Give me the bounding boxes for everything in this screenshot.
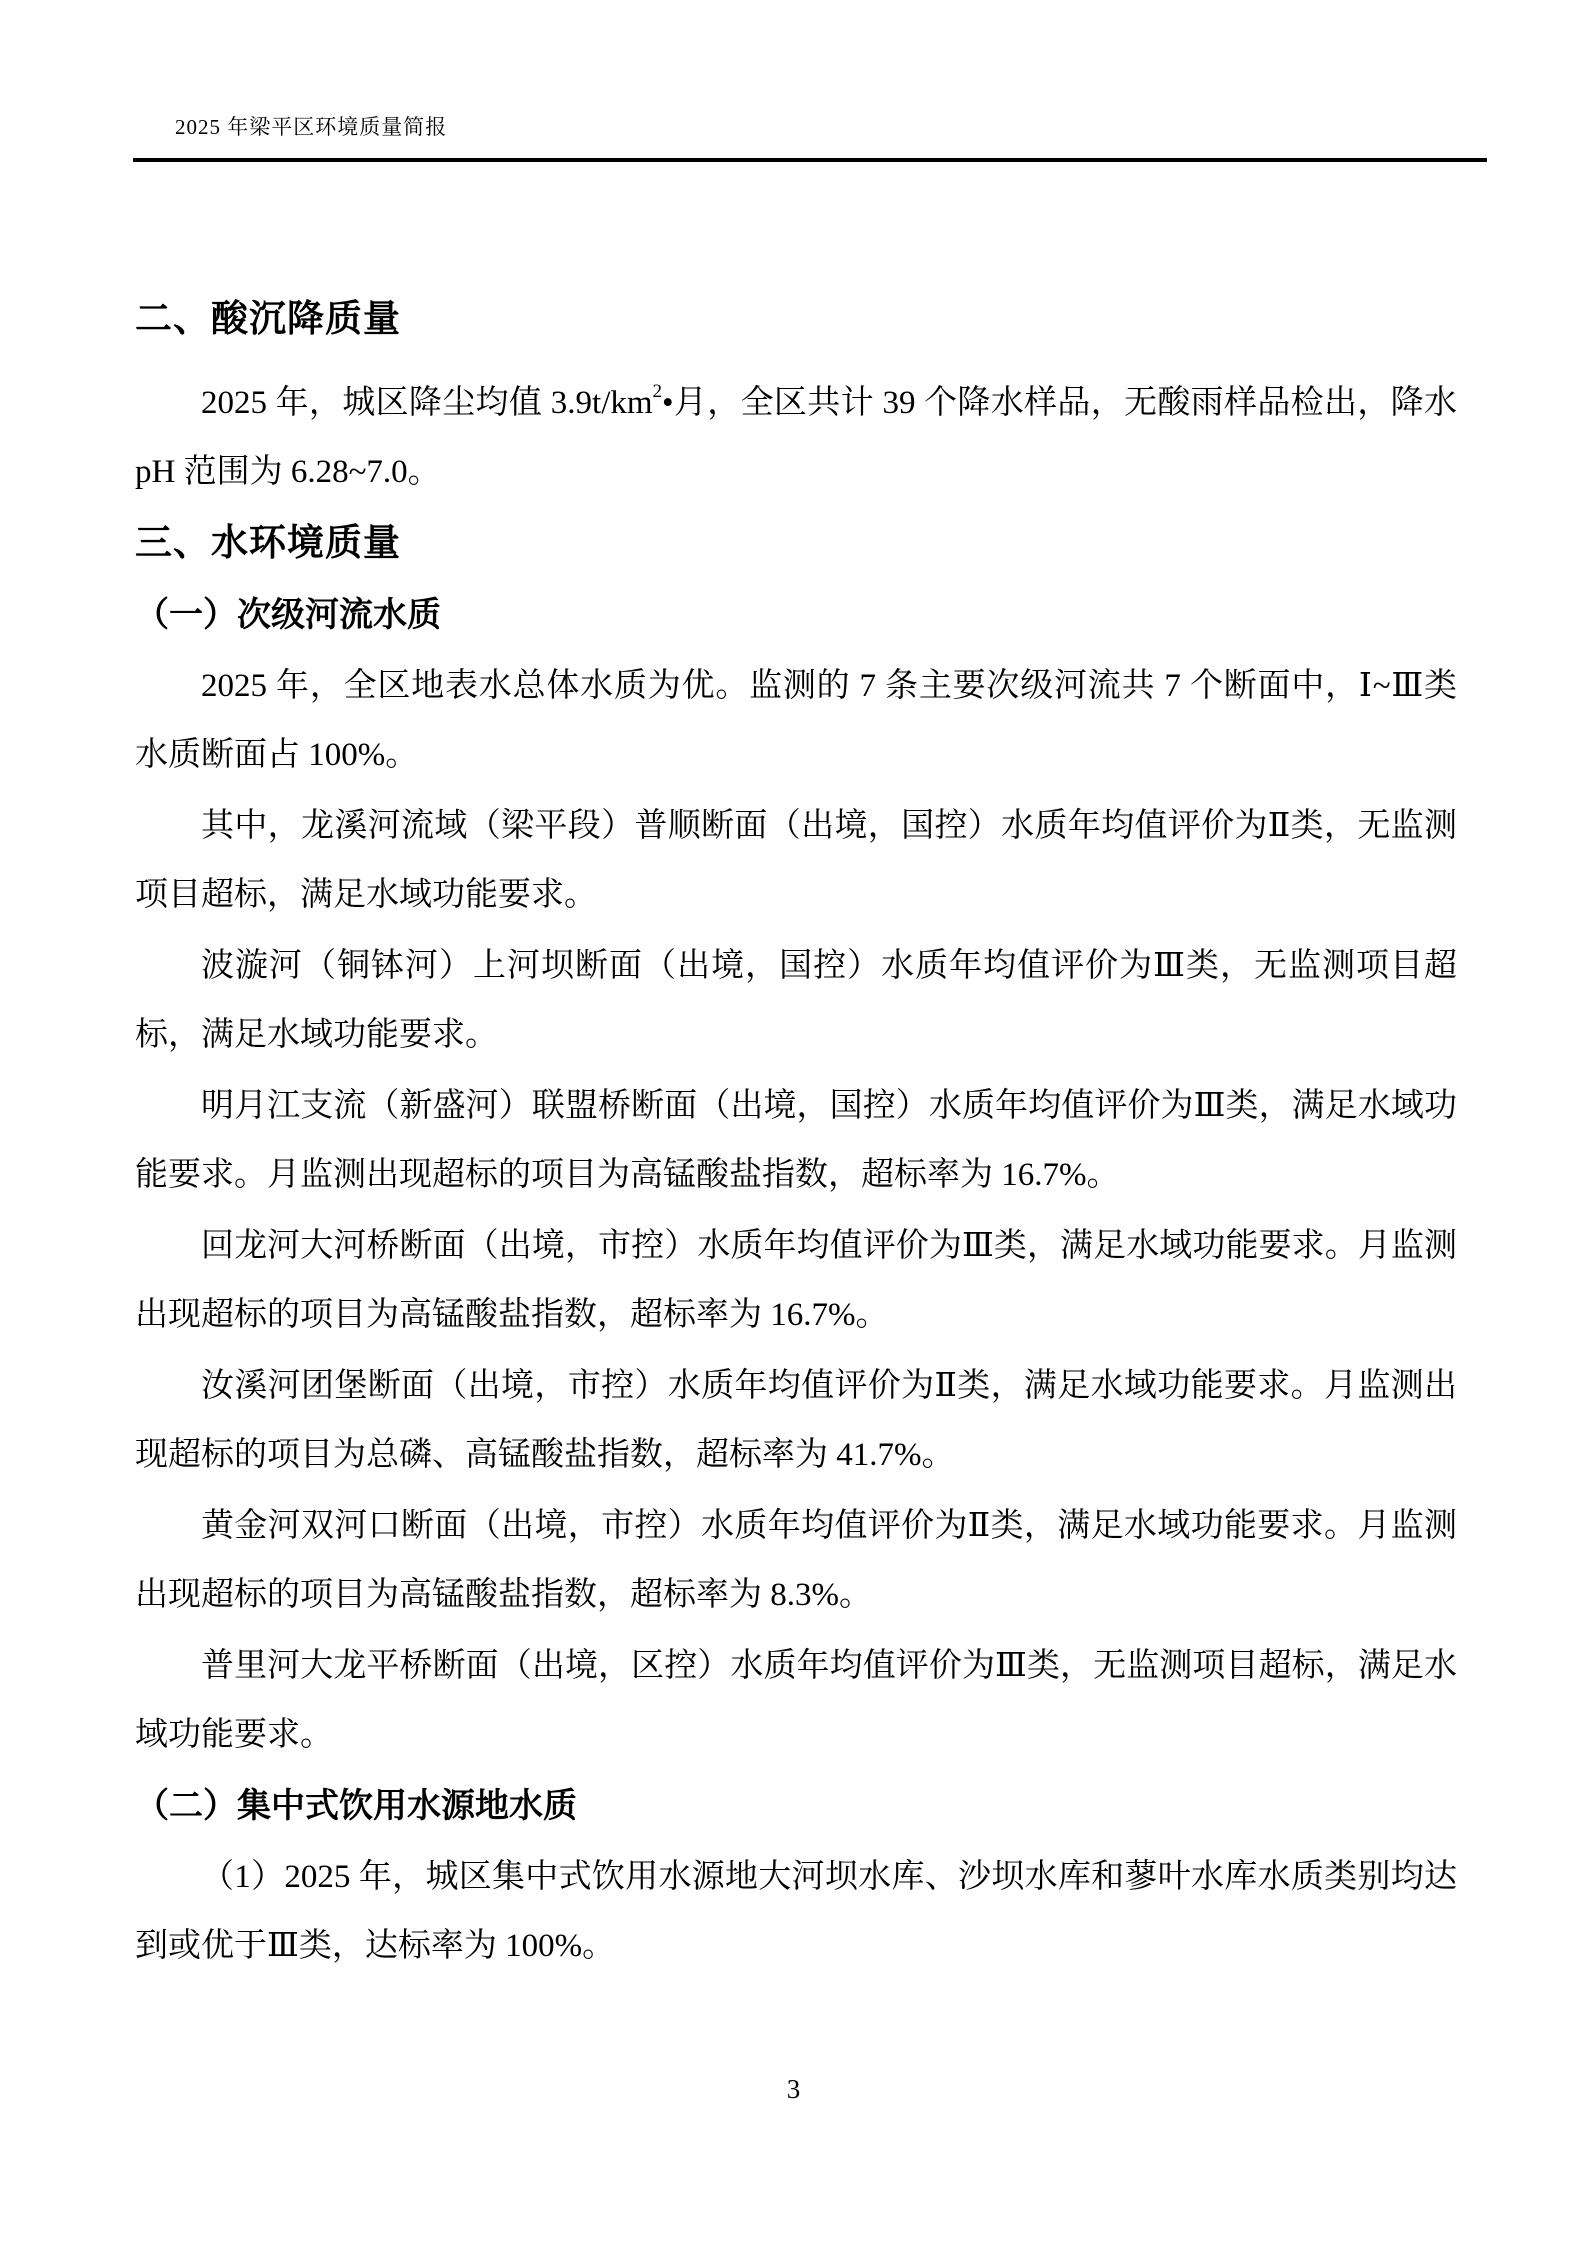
section-title-acid-deposition: 二、酸沉降质量 <box>135 299 401 340</box>
paragraph-surface-water-overview: 2025 年，全区地表水总体水质为优。监测的 7 条主要次级河流共 7 个断面中，Ⅰ~Ⅲ类水质断面占 100%。 <box>135 668 1457 773</box>
paragraph-ruxi-river: 汝溪河团堡断面（出境，市控）水质年均值评价为Ⅱ类，满足水域功能要求。月监测出现超标的项目为总磷、高锰酸盐指数，超标率为 41.7%。 <box>135 1368 1457 1473</box>
paragraph-huangjin-river: 黄金河双河口断面（出境，市控）水质年均值评价为Ⅱ类，满足水域功能要求。月监测出现超标的项目为高锰酸盐指数，超标率为 8.3%。 <box>135 1508 1457 1613</box>
document-body <box>135 162 1457 1981</box>
section-title-water-environment: 三、水环境质量 <box>135 523 401 564</box>
acid-para-superscript: 2 <box>652 381 663 402</box>
paragraph-longxi-river: 其中，龙溪河流域（梁平段）普顺断面（出境，国控）水质年均值评价为Ⅱ类，无监测项目超标，满足水域功能要求。 <box>135 808 1457 913</box>
acid-para-text-post: •月，全区共计 39 个降水样品，无酸雨样品检出，降水 pH 范围为 6.28~7.0。 <box>135 385 1457 490</box>
paragraph-boxuan-river: 波漩河（铜钵河）上河坝断面（出境，国控）水质年均值评价为Ⅲ类，无监测项目超标，满足水域功能要求。 <box>135 948 1457 1053</box>
subsection-title-secondary-rivers: （一）次级河流水质 <box>135 597 441 634</box>
page-number: 3 <box>786 2074 801 2104</box>
header-title: 2025 年梁平区环境质量简报 <box>175 115 448 139</box>
acid-para-text-pre: 2025 年，城区降尘均值 3.9t/km <box>201 385 653 421</box>
paragraph-drinking-water-sources: （1）2025 年，城区集中式饮用水源地大河坝水库、沙坝水库和蓼叶水库水质类别均达到或优于Ⅲ类，达标率为 100%。 <box>135 1859 1457 1964</box>
paragraph-huilong-river: 回龙河大河桥断面（出境，市控）水质年均值评价为Ⅲ类，满足水域功能要求。月监测出现超标的项目为高锰酸盐指数，超标率为 16.7%。 <box>135 1228 1457 1333</box>
paragraph-acid-deposition <box>135 369 1457 507</box>
subsection-title-drinking-water: （二）集中式饮用水源地水质 <box>135 1788 577 1825</box>
paragraph-puli-river: 普里河大龙平桥断面（出境，区控）水质年均值评价为Ⅲ类，无监测项目超标，满足水域功能要求。 <box>135 1648 1457 1753</box>
paragraph-mingyue-river: 明月江支流（新盛河）联盟桥断面（出境，国控）水质年均值评价为Ⅲ类，满足水域功能要求。月监测出现超标的项目为高锰酸盐指数，超标率为 16.7%。 <box>135 1088 1457 1193</box>
document-header <box>0 0 1587 140</box>
